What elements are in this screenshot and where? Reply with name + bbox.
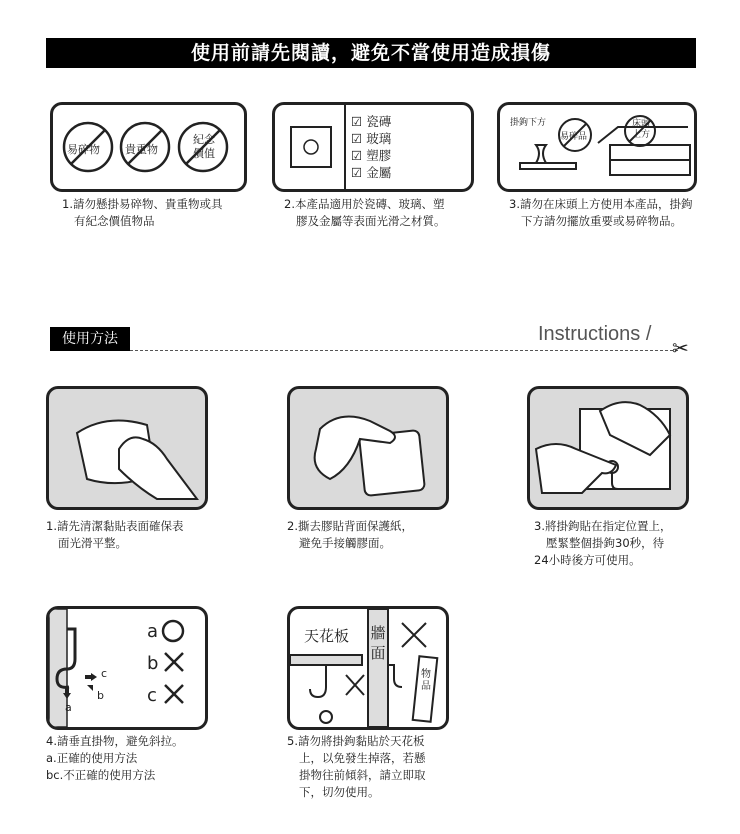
warning-caption-2: 2.本產品適用於瓷磚、玻璃、塑 膠及金屬等表面光滑之材質。 xyxy=(284,197,446,228)
cleaning-hand-illustration xyxy=(49,389,205,507)
label-c-wrong: c xyxy=(147,685,157,706)
warning-caption-1: 1.請勿懸掛易碎物、貴重物或具 有紀念價值物品 xyxy=(62,197,223,228)
pressing-hook-illustration xyxy=(530,389,686,507)
material-item: ☑ 金屬 xyxy=(351,165,392,180)
valuable-label: 貴重物 xyxy=(125,143,158,156)
step-panel-press xyxy=(527,386,689,510)
arrow-label-a: a xyxy=(65,701,72,714)
step-panel-ceiling xyxy=(287,606,449,730)
step-panel-clean xyxy=(46,386,208,510)
step-caption-5: 5.請勿將掛鉤黏貼於天花板 上，以免發生掉落，若懸 掛物往前傾斜，請立即取 下，切勿使用。 xyxy=(287,734,426,799)
arrow-label-c: c xyxy=(101,667,108,680)
checkbox-icon: ☑ xyxy=(351,114,363,129)
step-caption-4: 4.請垂直掛物，避免斜拉。 a.正確的使用方法 bc.不正確的使用方法 xyxy=(46,734,184,782)
step-caption-1: 1.請先清潔黏貼表面確保表 面光滑平整。 xyxy=(46,519,184,550)
warning-panel-bedhead xyxy=(497,102,697,192)
scissor-icon: ✂ xyxy=(672,336,689,360)
memorial-label: 紀念價值 xyxy=(193,133,215,160)
checkbox-icon: ☑ xyxy=(351,165,363,180)
hook-below-label: 掛鉤下方 xyxy=(510,118,547,128)
warning-banner: 使用前請先閱讀，避免不當使用造成損傷 xyxy=(46,38,696,68)
checkbox-icon: ☑ xyxy=(351,148,363,163)
hook-direction-illustration xyxy=(49,609,205,727)
fragile-item-label: 易碎品 xyxy=(560,132,588,142)
material-item: ☑ 塑膠 xyxy=(351,148,392,163)
step-caption-2: 2.撕去膠貼背面保護紙， 避免手接觸膠面。 xyxy=(287,519,413,550)
item-label: 物品 xyxy=(421,669,431,692)
material-item: ☑ 玻璃 xyxy=(351,131,392,146)
section-title: 使用方法 xyxy=(50,327,130,351)
materials-list xyxy=(351,113,391,181)
step-caption-3: 3.將掛鉤貼在指定位置上， 壓緊整個掛鉤30秒，待 24小時後方可使用。 xyxy=(534,519,672,567)
arrow-label-b: b xyxy=(97,689,104,702)
ceiling-label: 天花板 xyxy=(304,627,350,645)
step-panel-vertical xyxy=(46,606,208,730)
section-english-title: Instructions / xyxy=(538,323,652,345)
wall-label: 牆面 xyxy=(370,624,386,662)
peeling-illustration xyxy=(290,389,446,507)
step-panel-peel xyxy=(287,386,449,510)
material-item: ☑ 瓷磚 xyxy=(351,114,392,129)
bedhead-label: 床頭上方 xyxy=(631,119,650,140)
fragile-label: 易碎物 xyxy=(67,143,100,156)
dashed-divider xyxy=(130,350,678,351)
label-a-correct: a xyxy=(147,621,159,642)
warning-panel-materials xyxy=(272,102,474,192)
checkbox-icon: ☑ xyxy=(351,131,363,146)
warning-panel-fragile xyxy=(50,102,247,192)
warning-caption-3: 3.請勿在床頭上方使用本產品，掛鉤 下方請勿擺放重要或易碎物品。 xyxy=(509,197,693,228)
label-b-wrong: b xyxy=(147,653,159,674)
